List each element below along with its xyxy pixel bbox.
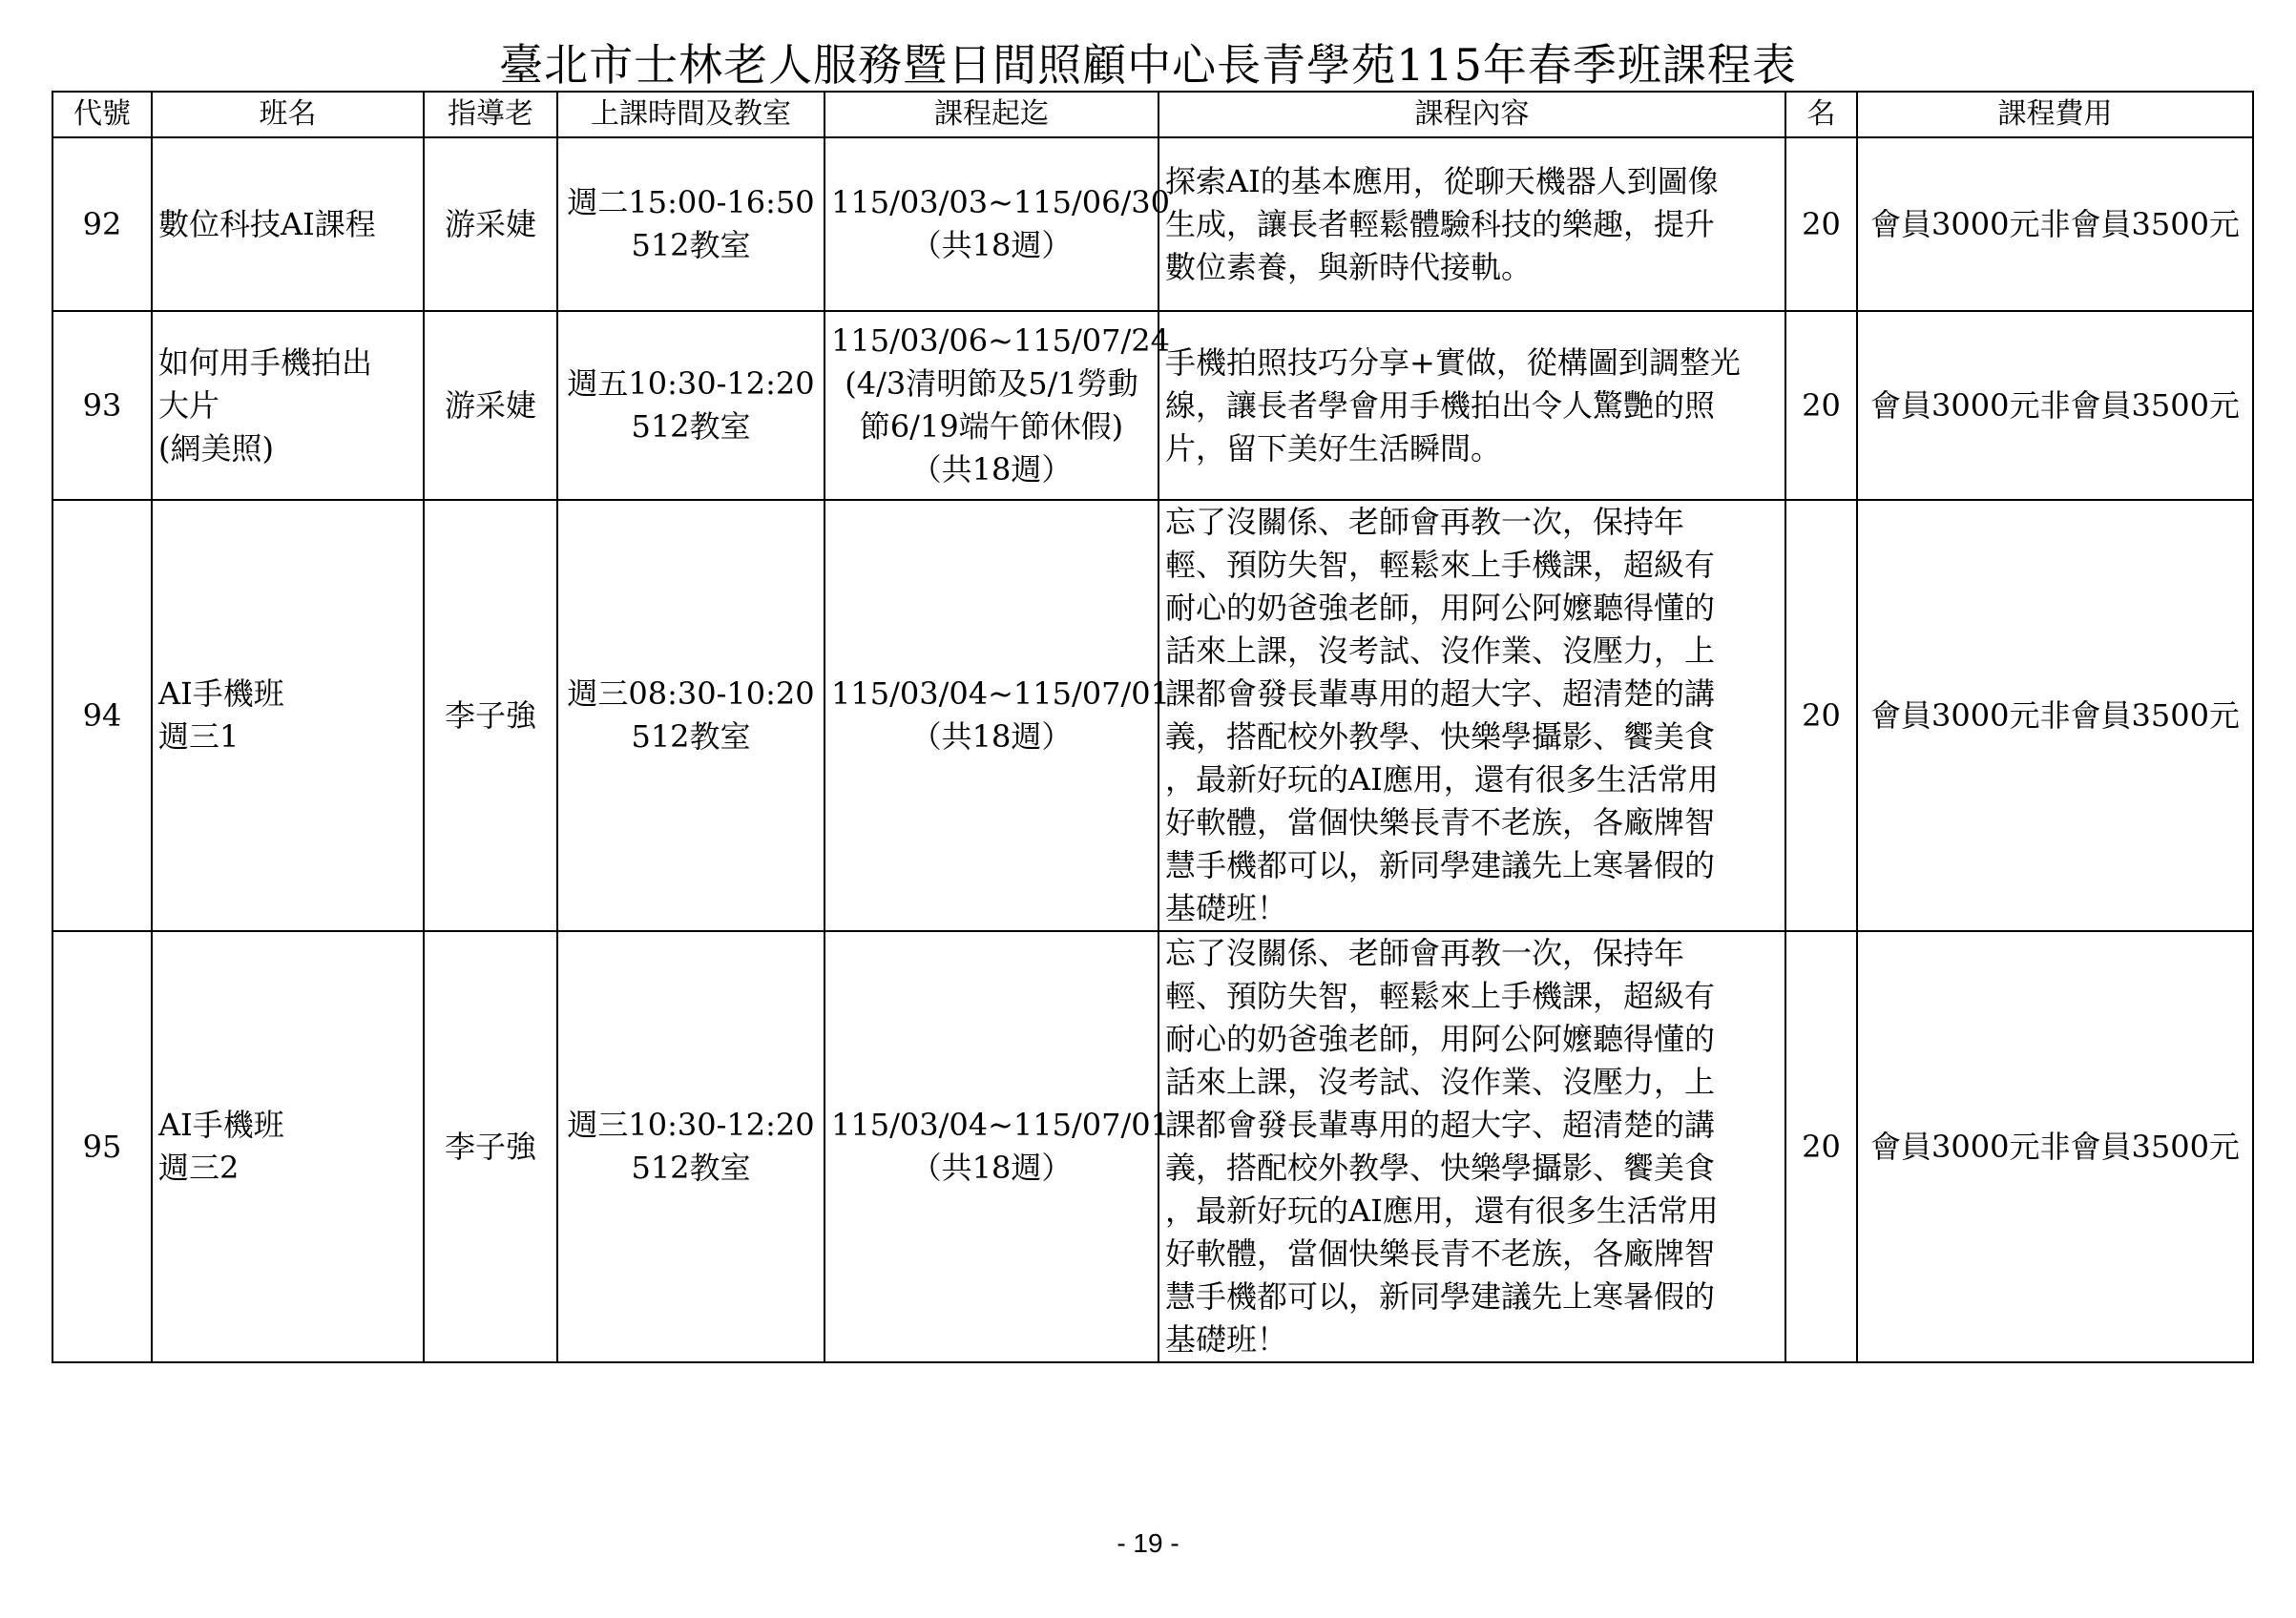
course-room: 512教室 (631, 1150, 751, 1186)
table-header-row (52, 92, 2253, 137)
course-time: 週五10:30-12:20 (567, 365, 815, 402)
course-content-line: 線，讓長者學會用手機拍出令人驚艷的照 (1165, 386, 1716, 424)
course-content-line: 輕、預防失智，輕鬆來上手機課，超級有 (1165, 978, 1716, 1014)
course-content-line: 課都會發長輩專用的超大字、超清楚的講 (1165, 1107, 1716, 1143)
course-quota: 20 (1785, 311, 1857, 500)
course-fee: 會員3000元非會員3500元 (1857, 500, 2253, 931)
course-period-line: 115/03/03~115/06/30 (831, 184, 1170, 220)
course-name (152, 311, 424, 500)
course-quota: 20 (1785, 500, 1857, 931)
header-fee: 課程費用 (1857, 92, 2253, 137)
course-content (1158, 137, 1785, 311)
header-time-room: 上課時間及教室 (557, 92, 824, 137)
course-period (824, 311, 1170, 500)
header-teacher: 指導老 (424, 92, 557, 137)
course-period-line: （共18週） (910, 227, 1073, 263)
header-code: 代號 (52, 92, 152, 137)
course-teacher: 李子強 (424, 500, 557, 931)
course-time: 週三08:30-10:20 (567, 675, 815, 712)
course-content (1158, 500, 1785, 931)
course-content-line: 慧手機都可以，新同學建議先上寒暑假的 (1165, 1278, 1716, 1315)
course-code: 93 (52, 311, 152, 500)
course-content-line: 輕、預防失智，輕鬆來上手機課，超級有 (1165, 547, 1716, 583)
course-teacher: 游采婕 (424, 137, 557, 311)
course-period (824, 931, 1170, 1362)
page-number: - 19 - (1117, 1528, 1179, 1558)
course-time-room (557, 931, 824, 1362)
course-room: 512教室 (631, 227, 751, 263)
course-period (824, 137, 1170, 311)
course-name-line: AI手機班 (158, 1107, 284, 1143)
course-teacher: 游采婕 (424, 311, 557, 500)
course-content-line: ，最新好玩的AI應用，還有很多生活常用 (1165, 1193, 1719, 1229)
table-row (52, 137, 2253, 311)
course-teacher: 李子強 (424, 931, 557, 1362)
course-content-line: 課都會發長輩專用的超大字、超清楚的講 (1165, 675, 1716, 712)
course-period-line: （共18週） (910, 1150, 1073, 1186)
course-period-line: 115/03/04~115/07/01 (831, 1107, 1170, 1143)
course-period-line: （共18週） (910, 451, 1073, 487)
course-content-line: 忘了沒關係、老師會再教一次，保持年 (1165, 935, 1685, 971)
course-content-line: 耐心的奶爸強老師，用阿公阿嬤聽得懂的 (1165, 1021, 1716, 1057)
course-time-room (557, 137, 824, 311)
course-code: 94 (52, 500, 152, 931)
course-name-line: 如何用手機拍出 (158, 343, 373, 381)
course-content-line: 耐心的奶爸強老師，用阿公阿嬤聽得懂的 (1165, 590, 1716, 626)
header-name: 班名 (152, 92, 424, 137)
course-name-line: 數位科技AI課程 (158, 205, 376, 242)
course-period-line: 115/03/06~115/07/24 (831, 322, 1170, 359)
course-content-line: 數位素養，與新時代接軌。 (1165, 248, 1533, 285)
table-row (52, 500, 2253, 931)
course-name-line: 大片 (158, 386, 220, 424)
course-code: 95 (52, 931, 152, 1362)
course-fee: 會員3000元非會員3500元 (1857, 931, 2253, 1362)
header-quota: 名 (1785, 92, 1857, 137)
course-content-line: 忘了沒關係、老師會再教一次，保持年 (1165, 504, 1685, 540)
course-name-line: 週三1 (158, 718, 240, 755)
course-time: 週三10:30-12:20 (567, 1107, 815, 1143)
course-content (1158, 931, 1785, 1362)
header-content: 課程內容 (1158, 92, 1785, 137)
course-content-line: 話來上課，沒考試、沒作業、沒壓力，上 (1165, 1064, 1716, 1100)
course-name (152, 137, 424, 311)
header-period: 課程起迄 (824, 92, 1158, 137)
course-time-room (557, 500, 824, 931)
course-time: 週二15:00-16:50 (567, 184, 815, 220)
course-time-room (557, 311, 824, 500)
course-content-line: 好軟體，當個快樂長青不老族，各廠牌智 (1165, 804, 1716, 840)
course-content-line: 好軟體，當個快樂長青不老族，各廠牌智 (1165, 1235, 1716, 1272)
course-room: 512教室 (631, 718, 751, 755)
course-content-line: 片，留下美好生活瞬間。 (1165, 429, 1502, 467)
course-content-line: 義，搭配校外教學、快樂學攝影、饗美食 (1165, 718, 1716, 755)
course-content-line: 義，搭配校外教學、快樂學攝影、饗美食 (1165, 1150, 1716, 1186)
page-title: 臺北市士林老人服務暨日間照顧中心長青學苑115年春季班課程表 (499, 39, 1797, 91)
course-content-line: 手機拍照技巧分享+實做，從構圖到調整光 (1165, 343, 1741, 381)
course-code: 92 (52, 137, 152, 311)
course-content-line: 話來上課，沒考試、沒作業、沒壓力，上 (1165, 633, 1716, 669)
course-period (824, 500, 1170, 931)
course-period-line: (4/3清明節及5/1勞動 (845, 365, 1138, 402)
course-content-line: 慧手機都可以，新同學建議先上寒暑假的 (1165, 847, 1716, 883)
course-name (152, 931, 424, 1362)
course-quota: 20 (1785, 137, 1857, 311)
course-fee: 會員3000元非會員3500元 (1857, 137, 2253, 311)
course-period-line: 節6/19端午節休假) (859, 408, 1124, 445)
course-schedule-table (52, 91, 2254, 1363)
table-row (52, 931, 2253, 1362)
course-content-line: 基礎班！ (1165, 890, 1288, 926)
course-content (1158, 311, 1785, 500)
table-row (52, 311, 2253, 500)
course-fee: 會員3000元非會員3500元 (1857, 311, 2253, 500)
course-name-line: AI手機班 (158, 675, 284, 712)
course-content-line: 生成，讓長者輕鬆體驗科技的樂趣，提升 (1165, 205, 1716, 242)
course-quota: 20 (1785, 931, 1857, 1362)
course-content-line: 探索AI的基本應用，從聊天機器人到圖像 (1165, 162, 1719, 199)
course-room: 512教室 (631, 408, 751, 445)
course-period-line: （共18週） (910, 718, 1073, 755)
course-name (152, 500, 424, 931)
course-name-line: 週三2 (158, 1150, 240, 1186)
course-name-line: (網美照) (158, 429, 274, 467)
course-content-line: ，最新好玩的AI應用，還有很多生活常用 (1165, 761, 1719, 798)
course-period-line: 115/03/04~115/07/01 (831, 675, 1170, 712)
course-content-line: 基礎班！ (1165, 1321, 1288, 1358)
